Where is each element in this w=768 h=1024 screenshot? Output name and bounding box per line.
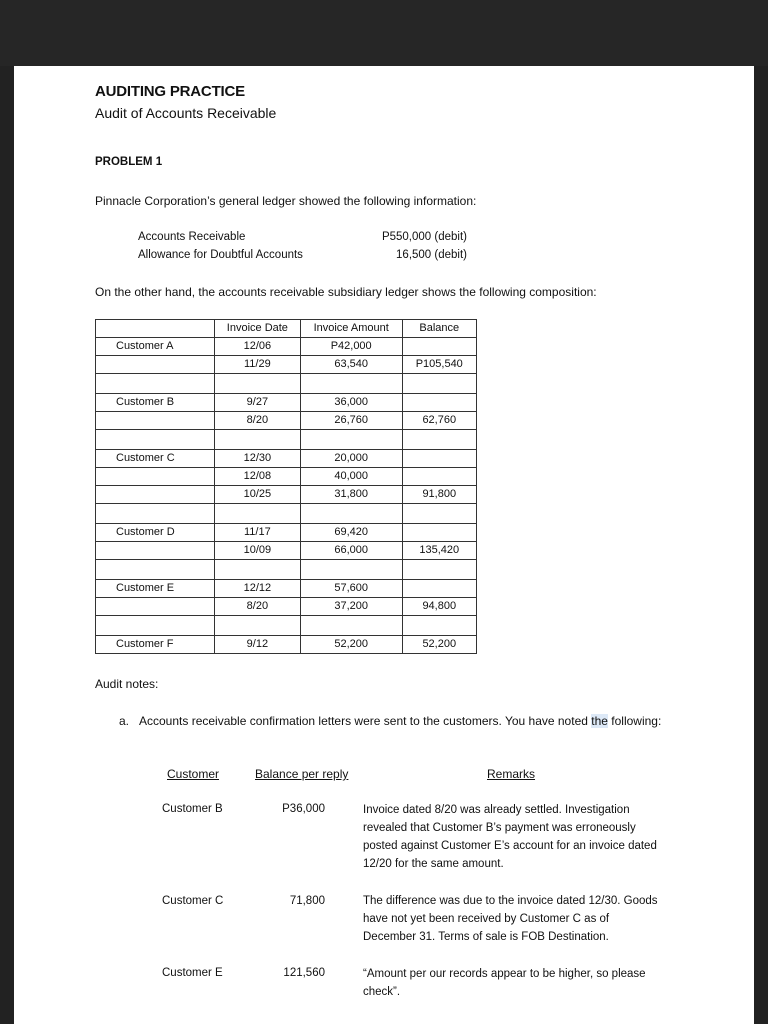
balance-cell xyxy=(402,524,476,542)
table-header-cell: Balance xyxy=(402,320,476,338)
document-subtitle: Audit of Accounts Receivable xyxy=(95,105,277,121)
invoice-amount: 52,200 xyxy=(300,636,402,654)
customer-name: Customer E xyxy=(96,580,215,598)
document-title: AUDITING PRACTICE xyxy=(95,83,245,100)
reply-remarks: “Amount per our records appear to be higher, so please check”. xyxy=(363,968,646,998)
invoice-date: 12/12 xyxy=(214,580,300,598)
reply-header-balance: Balance per reply xyxy=(255,767,349,781)
balance-cell: 135,420 xyxy=(402,542,476,560)
table-row xyxy=(96,504,477,524)
invoice-amount: 36,000 xyxy=(300,394,402,412)
invoice-amount: 63,540 xyxy=(300,356,402,374)
invoice-amount: 66,000 xyxy=(300,542,402,560)
note-text-part: Accounts receivable confirmation letters were sent to the customers. You have noted xyxy=(139,714,592,728)
balance-cell xyxy=(402,468,476,486)
table-header-cell: Invoice Amount xyxy=(300,320,402,338)
customer-name xyxy=(96,468,215,486)
table-row xyxy=(96,486,477,504)
table-row xyxy=(96,524,477,542)
balance-cell: 62,760 xyxy=(402,412,476,430)
table-header-cell xyxy=(96,320,215,338)
table-row xyxy=(96,616,477,636)
customer-name xyxy=(96,486,215,504)
balance-cell xyxy=(402,580,476,598)
table-row xyxy=(96,356,477,374)
gl-account-name: Accounts Receivable xyxy=(138,231,246,243)
balance-cell xyxy=(402,450,476,468)
invoice-amount: 57,600 xyxy=(300,580,402,598)
balance-cell: P105,540 xyxy=(402,356,476,374)
table-row xyxy=(96,542,477,560)
reply-balance: 71,800 xyxy=(289,895,325,907)
customer-name xyxy=(96,412,215,430)
gl-account-name: Allowance for Doubtful Accounts xyxy=(138,249,303,261)
table-row xyxy=(96,374,477,394)
balance-cell: 91,800 xyxy=(402,486,476,504)
table-header-row xyxy=(96,320,477,338)
table-row xyxy=(96,598,477,616)
reply-balance: 121,560 xyxy=(283,967,325,979)
customer-name xyxy=(96,598,215,616)
reply-header-remarks: Remarks xyxy=(487,767,536,781)
viewer-left-margin xyxy=(0,66,14,1024)
invoice-date: 12/30 xyxy=(214,450,300,468)
table-row xyxy=(96,468,477,486)
invoice-amount: 69,420 xyxy=(300,524,402,542)
table-row xyxy=(96,338,477,356)
balance-cell: 94,800 xyxy=(402,598,476,616)
reply-remarks: The difference was due to the invoice dated 12/30. Goods have not yet been received by Customer C as of December 31. Terms of sale is FOB Destination. xyxy=(363,895,658,943)
viewer-right-margin xyxy=(754,66,768,1024)
table-row xyxy=(96,394,477,412)
invoice-amount: 37,200 xyxy=(300,598,402,616)
intro-paragraph: Pinnacle Corporation’s general ledger showed the following information: xyxy=(95,194,477,208)
note-label: a. xyxy=(119,714,130,728)
invoice-amount: 20,000 xyxy=(300,450,402,468)
customer-name: Customer F xyxy=(96,636,215,654)
problem-heading: PROBLEM 1 xyxy=(95,156,163,168)
invoice-date: 8/20 xyxy=(214,598,300,616)
invoice-amount: 26,760 xyxy=(300,412,402,430)
note-text xyxy=(139,712,671,730)
reply-customer: Customer C xyxy=(162,895,224,907)
table-row xyxy=(96,636,477,654)
reply-customer: Customer E xyxy=(162,967,223,979)
reply-balance: P36,000 xyxy=(282,803,325,815)
invoice-date: 12/08 xyxy=(214,468,300,486)
invoice-date: 10/09 xyxy=(214,542,300,560)
customer-name xyxy=(96,542,215,560)
balance-cell xyxy=(402,338,476,356)
gl-account-amount: P550,000 (debit) xyxy=(381,231,467,243)
table-row xyxy=(96,450,477,468)
reply-remarks: Invoice dated 8/20 was already settled. Investigation revealed that Customer B’s payment was erroneously posted against Customer E’s account for an invoice dated 12/20 for the same amount. xyxy=(363,804,657,870)
customer-name: Customer D xyxy=(96,524,215,542)
audit-notes-heading: Audit notes: xyxy=(95,677,159,691)
balance-cell xyxy=(402,394,476,412)
table-row xyxy=(96,580,477,598)
invoice-date: 8/20 xyxy=(214,412,300,430)
customer-name: Customer A xyxy=(96,338,215,356)
invoice-date: 10/25 xyxy=(214,486,300,504)
gl-account-amount: 16,500 (debit) xyxy=(396,249,467,261)
invoice-amount: P42,000 xyxy=(300,338,402,356)
table-row xyxy=(96,430,477,450)
invoice-amount: 40,000 xyxy=(300,468,402,486)
customer-name: Customer C xyxy=(96,450,215,468)
invoice-date: 9/12 xyxy=(214,636,300,654)
document-page xyxy=(14,66,754,1024)
subsidiary-intro: On the other hand, the accounts receivable subsidiary ledger shows the following composition: xyxy=(95,285,597,299)
invoice-amount: 31,800 xyxy=(300,486,402,504)
highlighted-text[interactable]: the xyxy=(591,714,608,728)
invoice-date: 9/27 xyxy=(214,394,300,412)
table-header-cell: Invoice Date xyxy=(214,320,300,338)
table-row xyxy=(96,560,477,580)
customer-name xyxy=(96,356,215,374)
viewer-top-bar xyxy=(0,0,768,66)
reply-header-customer: Customer xyxy=(167,767,220,781)
invoice-date: 11/17 xyxy=(214,524,300,542)
invoice-date: 12/06 xyxy=(214,338,300,356)
subsidiary-ledger-table xyxy=(95,319,477,654)
table-row xyxy=(96,412,477,430)
note-text-part: following: xyxy=(607,714,662,728)
invoice-date: 11/29 xyxy=(214,356,300,374)
customer-name: Customer B xyxy=(96,394,215,412)
balance-cell: 52,200 xyxy=(402,636,476,654)
reply-customer: Customer B xyxy=(162,803,223,815)
